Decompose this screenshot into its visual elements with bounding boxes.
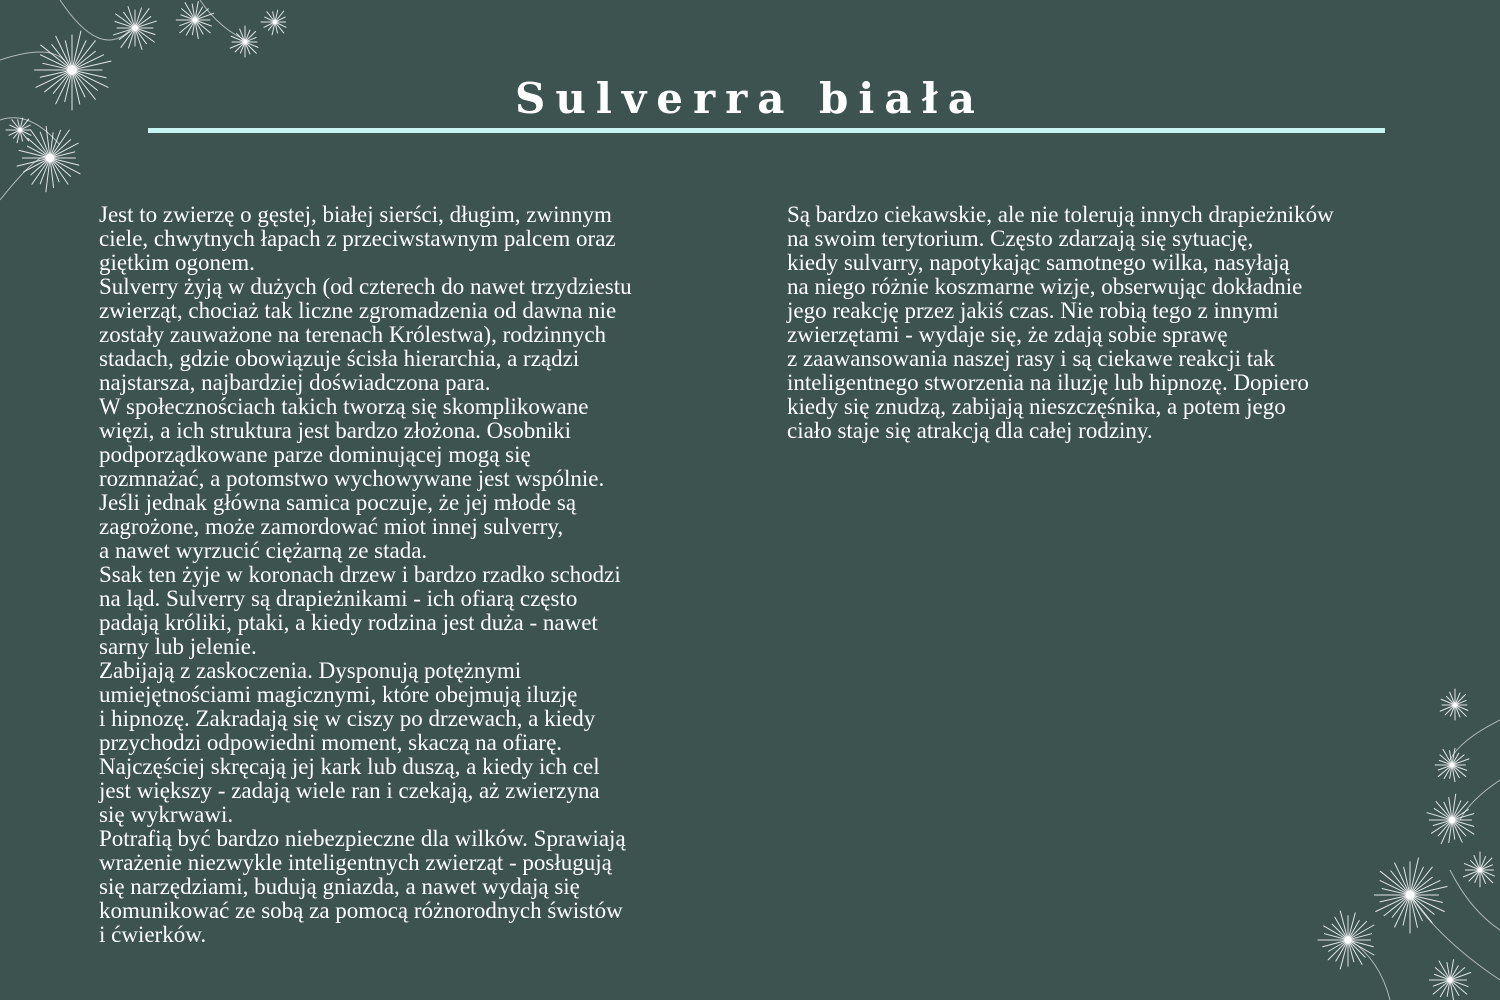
text-line: Potrafią być bardzo niebezpieczne dla wilków. Sprawiają (99, 826, 626, 851)
text-line: Ssak ten żyje w koronach drzew i bardzo rzadko schodzi (99, 562, 621, 587)
text-line: umiejętnościami magicznymi, które obejmują iluzję (99, 682, 578, 707)
text-line: zwierzętami - wydaje się, że zdają sobie sprawę (787, 322, 1228, 347)
text-line: kiedy sulvarry, napotykając samotnego wilka, nasyłają (787, 250, 1290, 275)
text-line: kiedy się znudzą, zabijają nieszczęśnika, a potem jego (787, 394, 1286, 419)
text-line: rozmnażać, a potomstwo wychowywane jest wspólnie. (99, 466, 605, 491)
page-title: Sulverra biała (515, 74, 985, 123)
text-line: i ćwierków. (99, 922, 207, 947)
text-line: komunikować ze sobą za pomocą różnorodnych świstów (99, 898, 623, 923)
text-line: na swoim terytorium. Często zdarzają się sytuację, (787, 226, 1254, 251)
text-line: na ląd. Sulverry są drapieżnikami - ich ofiarą często (99, 586, 578, 611)
text-line: Jest to zwierzę o gęstej, białej sierści, długim, zwinnym (99, 202, 612, 227)
text-line: zwierząt, chociaż tak liczne zgromadzenia od dawna nie (99, 298, 617, 323)
text-line: więzi, a ich struktura jest bardzo złożona. Osobniki (99, 418, 571, 443)
text-line: Zabijają z zaskoczenia. Dysponują potężnymi (99, 658, 522, 683)
text-line: ciele, chwytnych łapach z przeciwstawnym palcem oraz (99, 226, 616, 251)
text-line: zostały zauważone na terenach Królestwa), rodzinnych (99, 322, 607, 347)
text-line: stadach, gdzie obowiązuje ścisła hierarchia, a rządzi (99, 346, 580, 371)
text-line: się wykrwawi. (99, 802, 234, 827)
text-line: podporządkowane parze dominującej mogą się (99, 442, 531, 467)
title-underline (148, 128, 1385, 133)
text-line: przychodzi odpowiedni moment, skaczą na ofiarę. (99, 730, 563, 755)
right-text-column (787, 203, 1452, 443)
text-line: a nawet wyrzucić ciężarną ze stada. (99, 538, 428, 563)
text-line: padają króliki, ptaki, a kiedy rodzina jest duża - nawet (99, 610, 598, 635)
text-line: sarny lub jelenie. (99, 634, 257, 659)
text-line: zagrożone, może zamordować miot innej sulverry, (99, 514, 564, 539)
text-line: wrażenie niezwykle inteligentnych zwierząt - posługują (99, 850, 612, 875)
text-line: Są bardzo ciekawskie, ale nie tolerują innych drapieżników (787, 202, 1334, 227)
text-line: z zaawansowania naszej rasy i są ciekawe reakcji tak (787, 346, 1275, 371)
text-line: na niego różnie koszmarne wizje, obserwując dokładnie (787, 274, 1303, 299)
text-line: Jeśli jednak główna samica poczuje, że jej młode są (99, 490, 577, 515)
left-text-column (99, 203, 749, 947)
flower-cluster-bottom-right-icon (1270, 680, 1500, 1000)
text-line: Sulverry żyją w dużych (od czterech do nawet trzydziestu (99, 274, 632, 299)
text-line: i hipnozę. Zakradają się w ciszy po drzewach, a kiedy (99, 706, 596, 731)
text-line: się narzędziami, budują gniazda, a nawet wydają się (99, 874, 580, 899)
text-line: ciało staje się atrakcją dla całej rodziny. (787, 418, 1153, 443)
text-line: W społecznościach takich tworzą się skomplikowane (99, 394, 589, 419)
text-line: najstarsza, najbardziej doświadczona para. (99, 370, 491, 395)
text-line: giętkim ogonem. (99, 250, 255, 275)
text-line: jego reakcję przez jakiś czas. Nie robią tego z innymi (787, 298, 1279, 323)
text-line: jest większy - zadają wiele ran i czekają, aż zwierzyna (99, 778, 600, 803)
text-line: inteligentnego stworzenia na iluzję lub hipnozę. Dopiero (787, 370, 1309, 395)
text-line: Najczęściej skręcają jej kark lub duszą, a kiedy ich cel (99, 754, 600, 779)
